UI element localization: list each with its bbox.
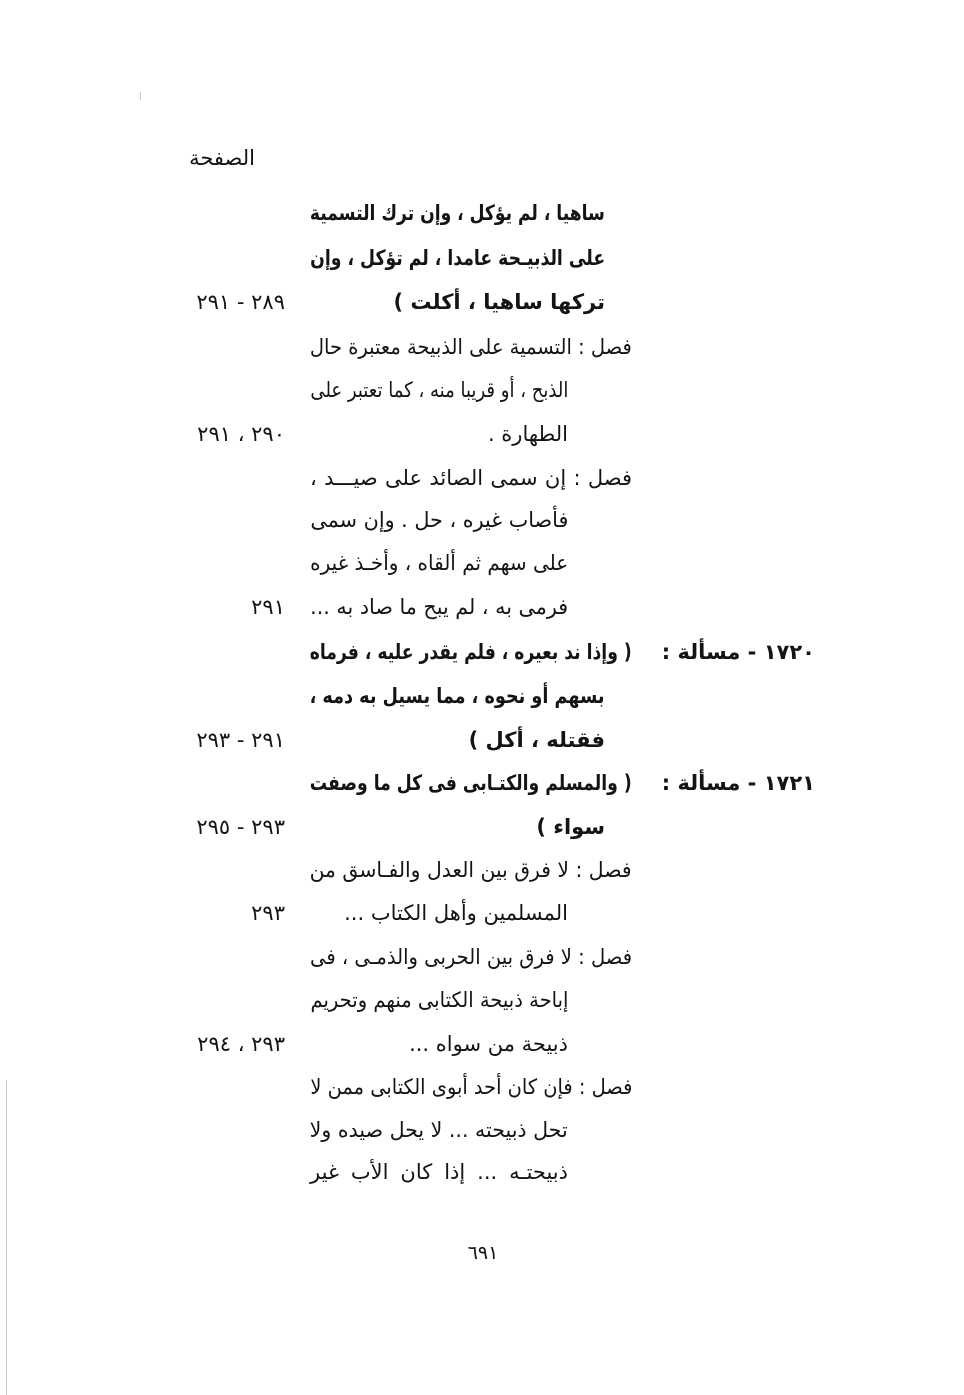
- page-reference-text: ٢٩١ - ٢٩٣: [196, 728, 285, 752]
- page-reference: [155, 812, 285, 842]
- page-reference: [155, 287, 285, 317]
- entry-line: [310, 548, 568, 578]
- entry-text: على الذبيـحة عامدا ، لم تؤكل ، وإن: [310, 246, 605, 270]
- entry-text: على سهم ثم ألقاه ، وأخـذ غيره: [309, 551, 568, 575]
- entry-text: تركها ساهيا ، أكلت ): [393, 290, 605, 314]
- entry-line: [310, 375, 568, 405]
- entry-line: [310, 505, 568, 535]
- entry-text: ساهيا ، لم يؤكل ، وإن ترك التسمية: [309, 201, 605, 225]
- entry-line: [310, 855, 632, 885]
- issue-number-label: [639, 637, 815, 667]
- entry-line: [310, 1072, 632, 1102]
- entry-text: ذبيحة من سواه ...: [409, 1032, 568, 1056]
- page-column-header: [155, 143, 255, 173]
- entry-text: ( وإذا ند بعيره ، فلم يقدر عليه ، فرماه: [309, 640, 632, 664]
- page-number-text: ٦٩١: [467, 1242, 499, 1264]
- entry-text: المسلمين وأهل الكتاب ...: [344, 901, 568, 925]
- entry-line: [310, 1157, 568, 1187]
- issue-number-label: [639, 768, 815, 798]
- entry-line: [310, 768, 632, 798]
- entry-line: [310, 463, 632, 493]
- page-reference-text: ٢٩٣: [251, 901, 285, 925]
- entry-line: [310, 681, 605, 711]
- entry-line: [310, 287, 605, 317]
- entry-text: تحل ذبيحته ... لا يحل صيده ولا: [309, 1118, 568, 1142]
- page-reference-text: ٢٩١: [251, 595, 285, 619]
- page-column-header-text: الصفحة: [189, 146, 255, 170]
- entry-text: فصل : لا فرق بين الحربى والذمـى ، فى: [310, 945, 632, 969]
- entry-text: فصل : لا فرق بين العدل والفـاسق من: [310, 858, 632, 882]
- entry-text: الذبح ، أو قريبا منه ، كما تعتبر على: [310, 378, 568, 402]
- entry-line: [310, 812, 605, 842]
- entry-line: [310, 942, 632, 972]
- entry-line: [310, 985, 568, 1015]
- page-reference-text: ٢٩٣ - ٢٩٥: [196, 815, 285, 839]
- entry-text: فصل : إن سمى الصائد على صيـــد ،: [310, 466, 632, 490]
- entry-text: ( والمسلم والكتـابى فى كل ما وصفت: [309, 771, 632, 795]
- entry-line: [310, 198, 605, 228]
- entry-line: [310, 1029, 568, 1059]
- issue-number-text: ١٧٢٠ - مسألة :: [661, 640, 815, 664]
- entry-line: [310, 898, 568, 928]
- page-reference: [155, 419, 285, 449]
- page-reference: [155, 592, 285, 622]
- entry-line: [310, 332, 632, 362]
- entry-text: إباحة ذبيحة الكتابى منهم وتحريم: [309, 988, 568, 1012]
- entry-text: فصل : فإن كان أحد أبوى الكتابى ممن لا: [310, 1075, 632, 1099]
- entry-text: فرمى به ، لم يبح ما صاد به ...: [310, 595, 568, 619]
- page-reference: [155, 1029, 285, 1059]
- issue-number-text: ١٧٢١ - مسألة :: [661, 771, 815, 795]
- entry-text: فأصاب غيره ، حل . وإن سمى: [309, 508, 568, 532]
- entry-line: [310, 725, 605, 755]
- entry-line: [310, 1115, 568, 1145]
- entry-text: سواء ): [536, 815, 605, 839]
- page-reference: [155, 898, 285, 928]
- entry-line: [310, 592, 568, 622]
- entry-text: ذبيحتـه ... إذا كان الأب غير: [310, 1160, 568, 1184]
- entry-line: [310, 637, 632, 667]
- page-reference-text: ٢٩٣ ، ٢٩٤: [197, 1032, 285, 1056]
- entry-text: بسهم أو نحوه ، مما يسيل به دمه ،: [310, 684, 605, 708]
- page-number: [433, 1238, 533, 1268]
- entry-line: [310, 419, 568, 449]
- entry-text: فقتله ، أكل ): [468, 728, 605, 752]
- scan-mark: [140, 92, 141, 100]
- scan-edge-line: [6, 1080, 7, 1395]
- page-reference-text: ٢٩٠ ، ٢٩١: [197, 422, 285, 446]
- entry-text: الطهارة .: [487, 422, 568, 446]
- entry-text: فصل : التسمية على الذبيحة معتبرة حال: [309, 335, 632, 359]
- page-reference: [155, 725, 285, 755]
- entry-line: [310, 243, 605, 273]
- page-reference-text: ٢٨٩ - ٢٩١: [196, 290, 285, 314]
